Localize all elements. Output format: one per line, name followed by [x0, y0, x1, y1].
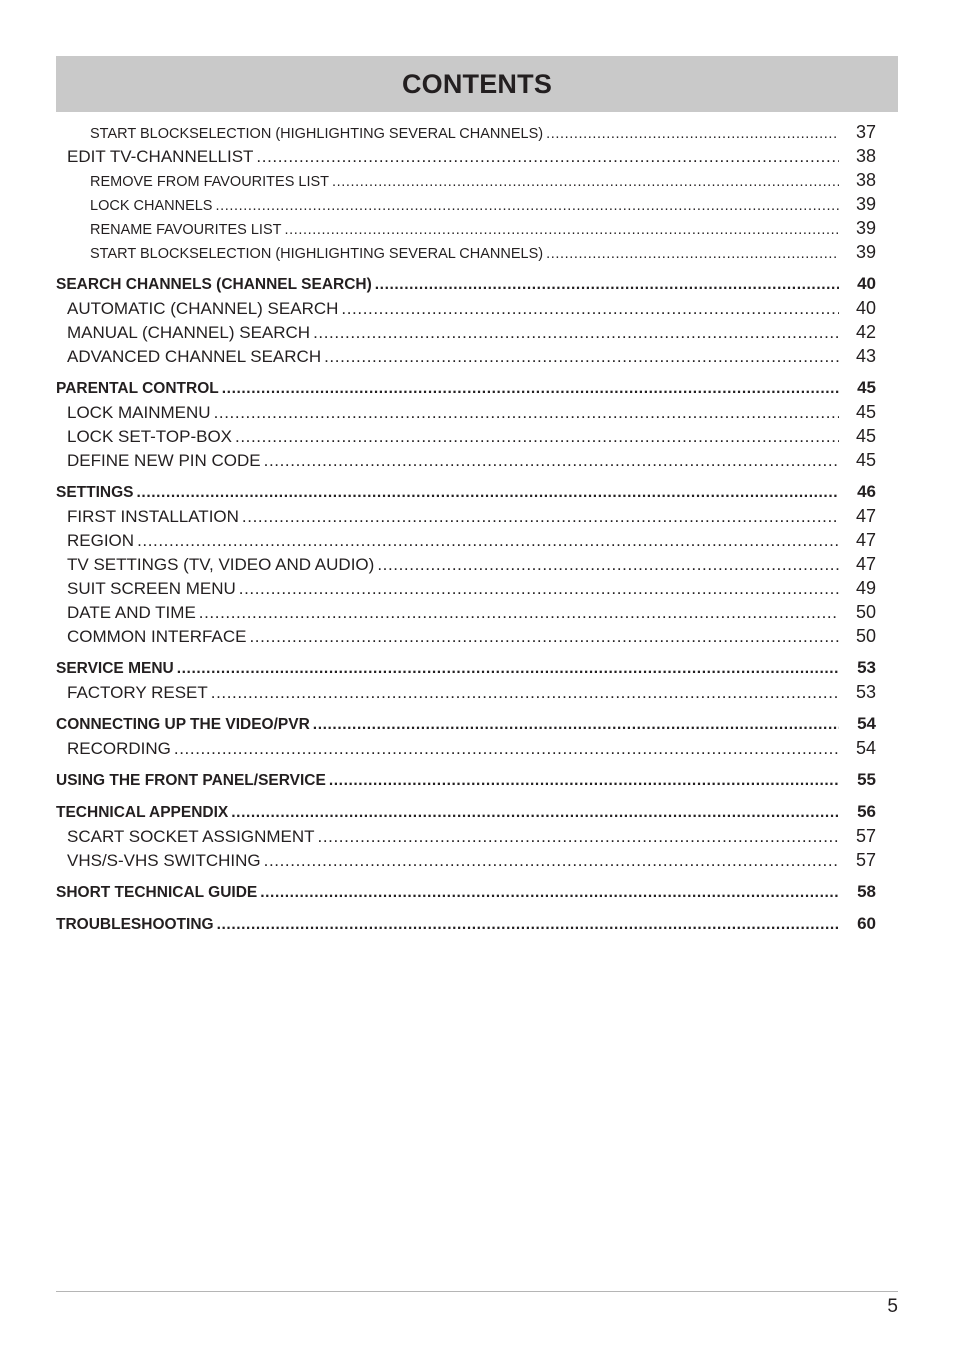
- toc-entry-page: 55: [857, 770, 876, 789]
- toc-entry-title: DEFINE NEW PIN CODE: [67, 451, 261, 470]
- toc-entry-page: 54: [855, 738, 876, 758]
- toc-entry[interactable]: [56, 800, 876, 824]
- toc-entry[interactable]: [56, 680, 876, 704]
- toc-entry-page: 50: [855, 626, 876, 646]
- dot-leader: [546, 242, 839, 264]
- toc-entry-title: LOCK CHANNELS: [90, 198, 213, 214]
- toc-entry-title: TECHNICAL APPENDIX: [56, 804, 229, 821]
- toc-entry-page: 50: [855, 602, 876, 622]
- dot-leader: [264, 849, 839, 872]
- dot-leader: [231, 801, 839, 824]
- toc-entry-page: 56: [857, 802, 876, 821]
- toc-entry-title: SCART SOCKET ASSIGNMENT: [67, 827, 315, 846]
- toc-entry-title: DATE AND TIME: [67, 603, 196, 622]
- toc-entry-page: 40: [857, 274, 876, 293]
- toc-entry-page: 45: [857, 378, 876, 397]
- toc-entry-page: 38: [855, 146, 876, 166]
- toc-entry-title: SUIT SCREEN MENU: [67, 579, 236, 598]
- dot-leader: [546, 122, 839, 144]
- toc-entry-title: SETTINGS: [56, 484, 134, 501]
- toc-entry-title: REGION: [67, 531, 135, 550]
- toc-entry-title: TV SETTINGS (TV, VIDEO AND AUDIO): [67, 555, 375, 574]
- toc-entry-title: USING THE FRONT PANEL/SERVICE: [56, 772, 326, 789]
- dot-leader: [137, 529, 839, 552]
- toc-entry[interactable]: [56, 376, 876, 400]
- toc-entry-page: 47: [855, 506, 876, 526]
- toc-entry-title: TROUBLESHOOTING: [56, 916, 214, 933]
- table-of-contents: [56, 120, 876, 936]
- toc-entry-title: START BLOCKSELECTION (HIGHLIGHTING SEVERAL CHANNELS): [90, 126, 544, 142]
- toc-entry-page: 49: [855, 578, 876, 598]
- dot-leader: [199, 601, 839, 624]
- page-number: 5: [887, 1296, 898, 1317]
- toc-entry-title: FIRST INSTALLATION: [67, 507, 239, 526]
- toc-entry-title: REMOVE FROM FAVOURITES LIST: [90, 174, 330, 190]
- toc-entry-page: 43: [855, 346, 876, 366]
- toc-entry-title: CONNECTING UP THE VIDEO/PVR: [56, 716, 310, 733]
- dot-leader: [215, 194, 839, 216]
- dot-leader: [239, 577, 839, 600]
- dot-leader: [285, 218, 840, 240]
- toc-entry[interactable]: [56, 424, 876, 448]
- toc-entry[interactable]: [56, 344, 876, 368]
- toc-entry[interactable]: [56, 240, 876, 264]
- toc-entry-page: 38: [855, 170, 876, 190]
- toc-entry-page: 40: [855, 298, 876, 318]
- dot-leader: [313, 713, 839, 736]
- dot-leader: [377, 553, 839, 576]
- toc-entry[interactable]: [56, 656, 876, 680]
- dot-leader: [174, 737, 839, 760]
- page-title: CONTENTS: [401, 68, 553, 99]
- toc-entry-title: START BLOCKSELECTION (HIGHLIGHTING SEVERAL CHANNELS): [90, 246, 544, 262]
- toc-entry-page: 53: [857, 658, 876, 677]
- toc-entry-title: SERVICE MENU: [56, 660, 174, 677]
- dot-leader: [249, 625, 839, 648]
- toc-entry[interactable]: [56, 216, 876, 240]
- dot-leader: [217, 913, 839, 936]
- toc-entry-page: 45: [855, 426, 876, 446]
- toc-entry-title: AUTOMATIC (CHANNEL) SEARCH: [67, 299, 339, 318]
- toc-entry[interactable]: [56, 192, 876, 216]
- dot-leader: [137, 481, 839, 504]
- toc-entry-page: 37: [855, 122, 876, 142]
- dot-leader: [260, 881, 839, 904]
- dot-leader: [318, 825, 839, 848]
- toc-entry-title: RENAME FAVOURITES LIST: [90, 222, 282, 238]
- toc-entry[interactable]: [56, 448, 876, 472]
- toc-entry-title: LOCK MAINMENU: [67, 403, 211, 422]
- toc-entry-page: 57: [855, 826, 876, 846]
- dot-leader: [222, 377, 839, 400]
- dot-leader: [235, 425, 839, 448]
- toc-entry[interactable]: [56, 168, 876, 192]
- toc-entry[interactable]: [56, 912, 876, 936]
- toc-entry-title: VHS/S-VHS SWITCHING: [67, 851, 261, 870]
- toc-entry-page: 42: [855, 322, 876, 342]
- toc-entry-page: 47: [855, 554, 876, 574]
- toc-entry[interactable]: [56, 120, 876, 144]
- toc-entry[interactable]: [56, 824, 876, 848]
- toc-entry-page: 45: [855, 450, 876, 470]
- toc-entry-page: 54: [857, 714, 876, 733]
- toc-entry[interactable]: [56, 552, 876, 576]
- toc-entry-page: 57: [855, 850, 876, 870]
- footer-divider: [56, 1291, 898, 1292]
- dot-leader: [242, 505, 839, 528]
- toc-entry-page: 58: [857, 882, 876, 901]
- toc-entry[interactable]: [56, 848, 876, 872]
- dot-leader: [332, 170, 839, 192]
- toc-entry-title: LOCK SET-TOP-BOX: [67, 427, 233, 446]
- toc-entry-title: MANUAL (CHANNEL) SEARCH: [67, 323, 311, 342]
- toc-entry-title: SHORT TECHNICAL GUIDE: [56, 884, 258, 901]
- toc-entry[interactable]: [56, 400, 876, 424]
- toc-entry-title: COMMON INTERFACE: [67, 627, 247, 646]
- dot-leader: [341, 297, 839, 320]
- toc-entry[interactable]: [56, 736, 876, 760]
- toc-entry[interactable]: [56, 528, 876, 552]
- toc-entry[interactable]: [56, 768, 876, 792]
- toc-entry-page: 60: [857, 914, 876, 933]
- dot-leader: [256, 145, 839, 168]
- toc-entry[interactable]: [56, 600, 876, 624]
- dot-leader: [177, 657, 839, 680]
- toc-entry[interactable]: [56, 576, 876, 600]
- toc-entry-title: ADVANCED CHANNEL SEARCH: [67, 347, 322, 366]
- dot-leader: [324, 345, 839, 368]
- dot-leader: [375, 273, 839, 296]
- toc-entry-title: PARENTAL CONTROL: [56, 380, 219, 397]
- dot-leader: [329, 769, 839, 792]
- dot-leader: [214, 401, 839, 424]
- toc-entry[interactable]: [56, 296, 876, 320]
- dot-leader: [313, 321, 839, 344]
- toc-entry[interactable]: [56, 880, 876, 904]
- toc-entry-page: 47: [855, 530, 876, 550]
- toc-entry[interactable]: [56, 480, 876, 504]
- toc-entry-title: RECORDING: [67, 739, 171, 758]
- toc-entry-page: 45: [855, 402, 876, 422]
- dot-leader: [264, 449, 839, 472]
- dot-leader: [211, 681, 839, 704]
- toc-entry[interactable]: [56, 272, 876, 296]
- toc-entry-title: FACTORY RESET: [67, 683, 208, 702]
- toc-entry[interactable]: [56, 624, 876, 648]
- toc-entry-page: 53: [855, 682, 876, 702]
- toc-entry-page: 39: [855, 242, 876, 262]
- toc-entry-page: 39: [855, 218, 876, 238]
- toc-entry-page: 46: [857, 482, 876, 501]
- toc-entry[interactable]: [56, 712, 876, 736]
- toc-entry-page: 39: [855, 194, 876, 214]
- toc-entry[interactable]: [56, 504, 876, 528]
- toc-entry-title: SEARCH CHANNELS (CHANNEL SEARCH): [56, 276, 372, 293]
- toc-entry-title: EDIT TV-CHANNELLIST: [67, 147, 254, 166]
- contents-header: [56, 56, 898, 112]
- toc-entry[interactable]: [56, 144, 876, 168]
- toc-entry[interactable]: [56, 320, 876, 344]
